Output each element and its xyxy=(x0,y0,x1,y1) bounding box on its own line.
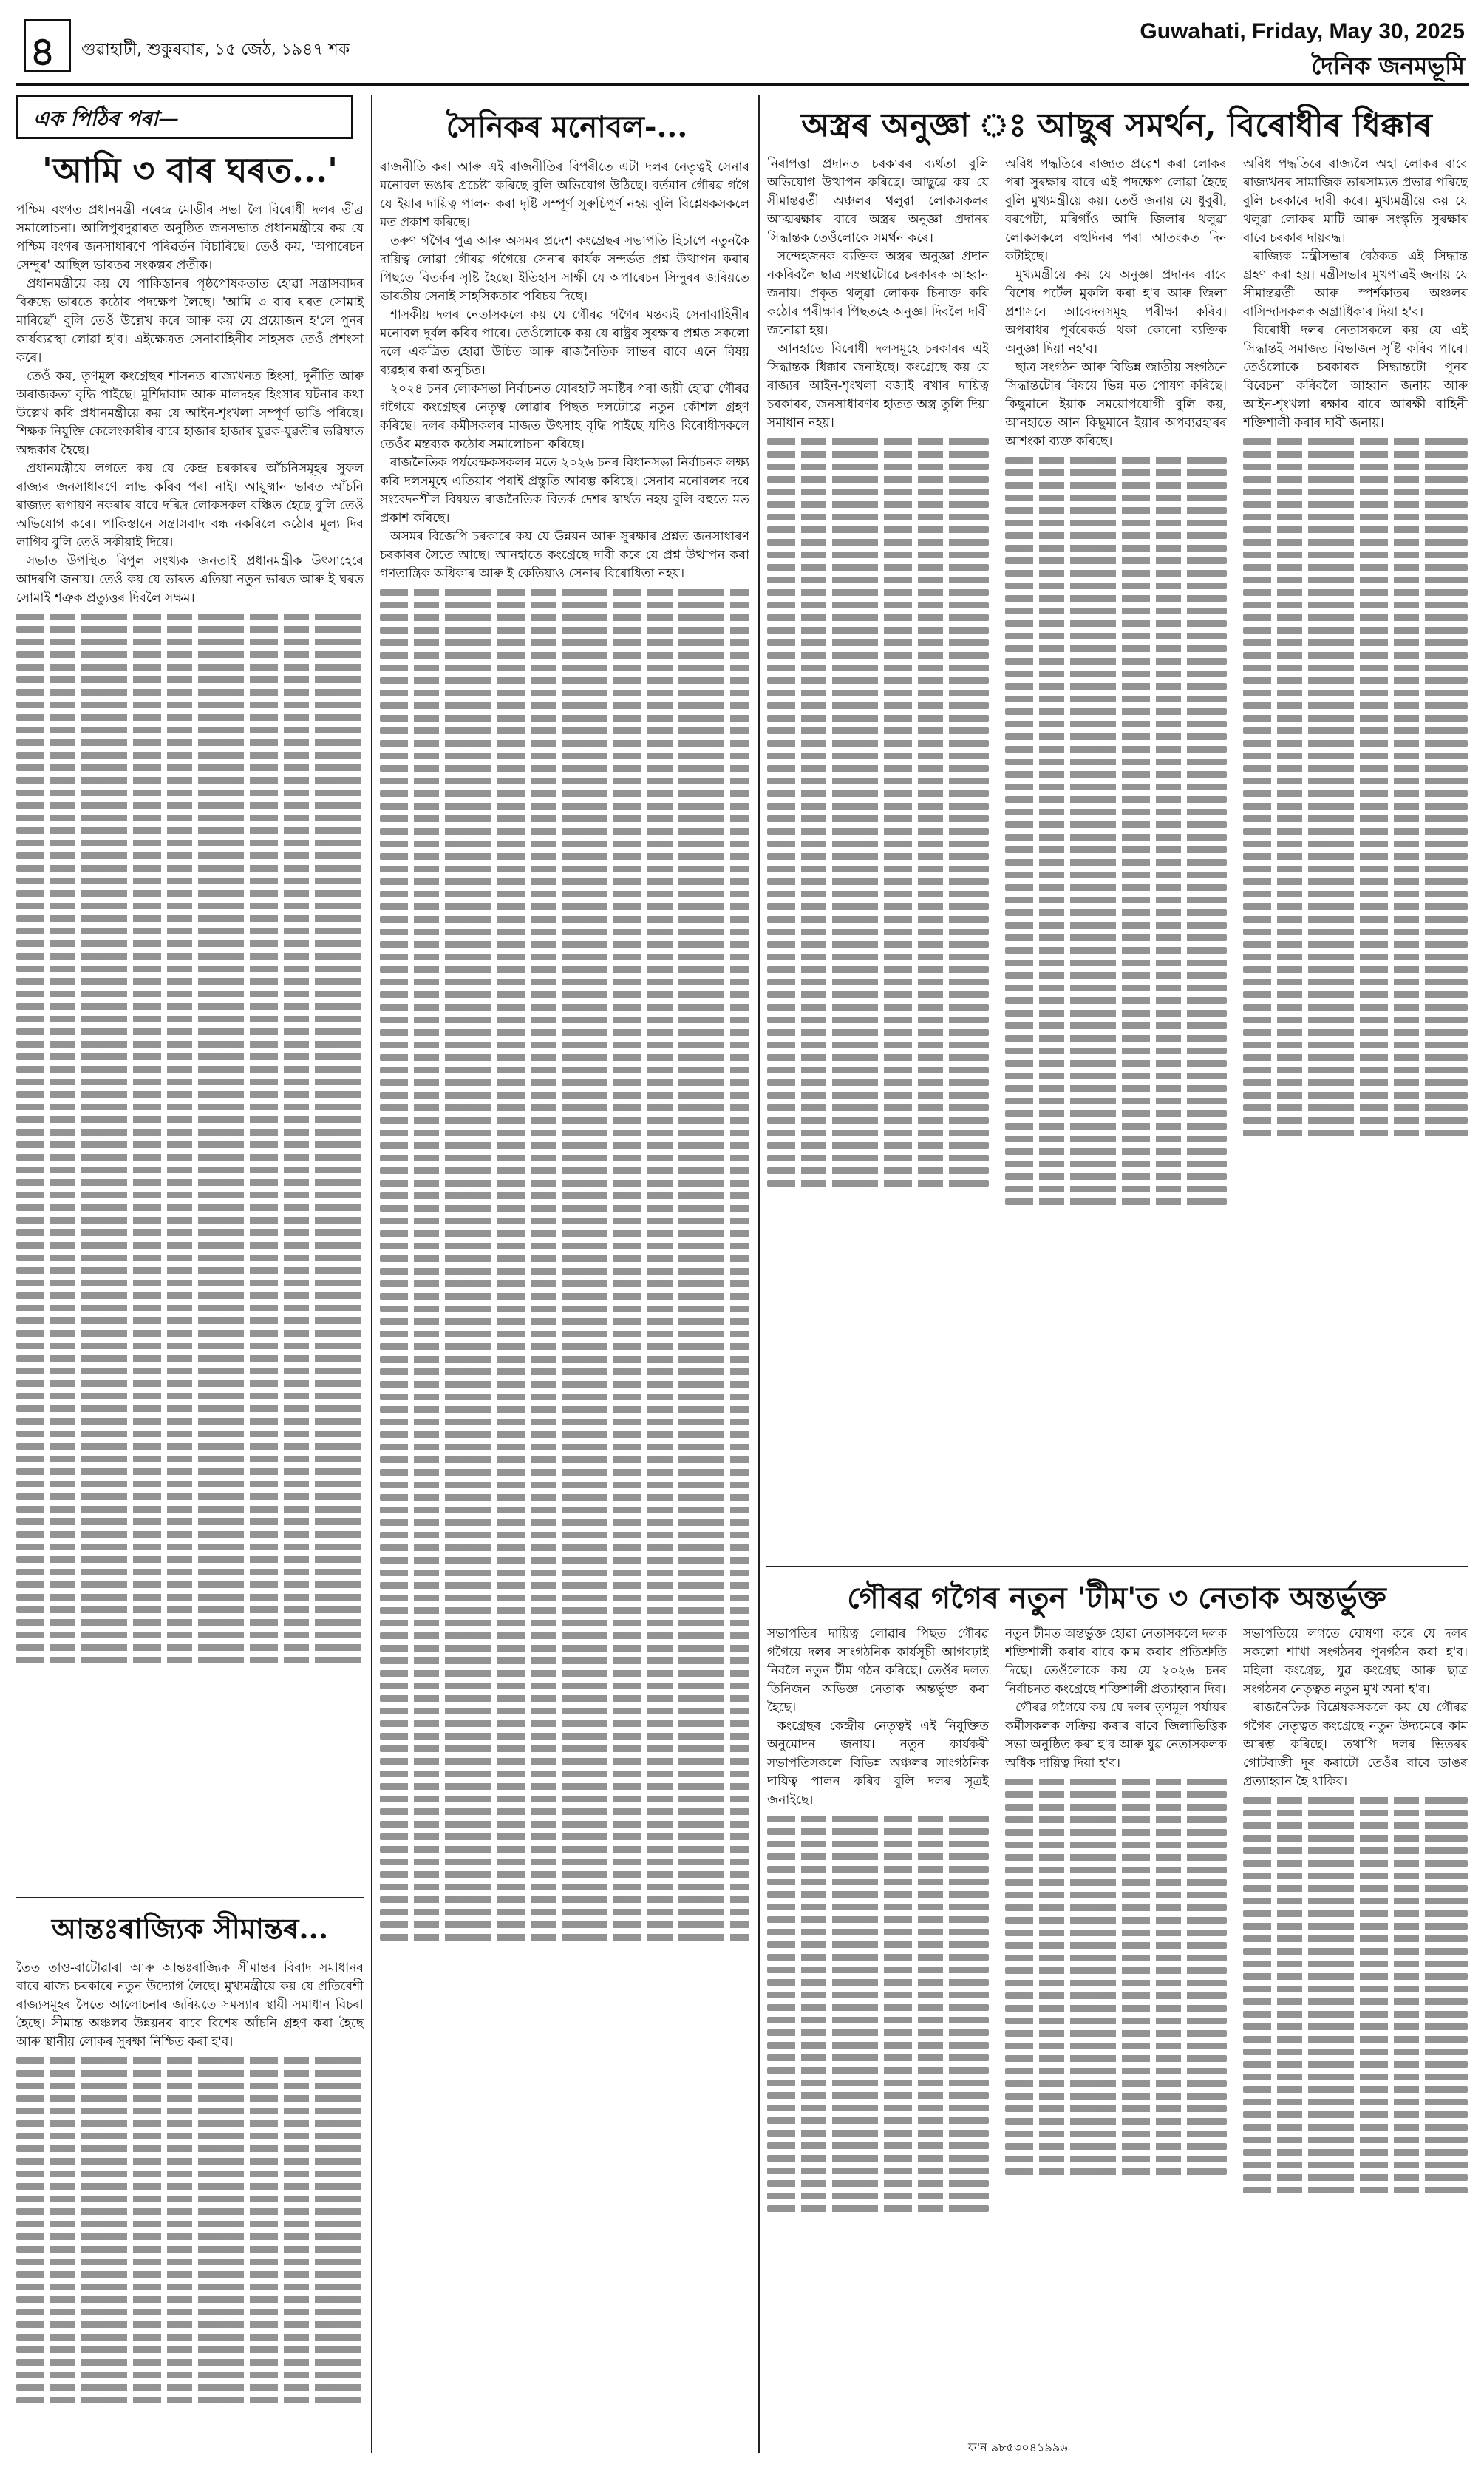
left-headline: 'আমি ৩ বাৰ ঘৰত...' xyxy=(41,150,338,190)
left-paragraph-5: সভাত উপস্থিত বিপুল সংখ্যক জনতাই প্ৰধানমন্ত্ৰীক উৎসাহেৰে আদৰণি জনায়। তেওঁ কয় যে ভাৰত এতিয়া নতুন ভাৰত আৰু ই ঘৰত সোমাই শত্ৰুক প্ৰত্যুত্তৰ দিবলৈ সক্ষম। xyxy=(16,554,364,605)
middle-paragraph-6: অসমৰ বিজেপি চৰকাৰে কয় যে উন্নয়ন আৰু সুৰক্ষাৰ প্ৰশ্নত জনসাধাৰণ চৰকাৰৰ সৈতে আছে। আনহাতে কংগ্ৰেছে দাবী কৰে যে প্ৰশ্ন উত্থাপন কৰা গণতান্ত্ৰিক অধিকাৰ আৰু ই কেতিয়াও সেনাৰ বিৰোধিতা নহয়। xyxy=(380,529,749,581)
middle-paragraph-5: ৰাজনৈতিক পৰ্যবেক্ষকসকলৰ মতে ২০২৬ চনৰ বিধানসভা নিৰ্বাচনক লক্ষ্য কৰি দলসমূহে এতিয়াৰ পৰাই প্ৰস্তুতি আৰম্ভ কৰিছে। সেনাৰ মনোবলৰ দৰে সংবেদনশীল বিষয়ত ৰাজনৈতিক বিতৰ্ক দেশৰ স্বাৰ্থত নহয় বুলি বহুতে মত প্ৰকাশ কৰিছে। xyxy=(380,455,749,526)
right-divider xyxy=(766,1566,1468,1567)
right-col-3 xyxy=(1243,155,1468,1545)
gaurav-headline: গৌৰৱ গগৈৰ নতুন 'টীম'ত ৩ নেতাক অন্তৰ্ভুক্ত xyxy=(847,1581,1386,1615)
right-c1-paragraph-2: সন্দেহজনক ব্যক্তিক অস্ত্ৰৰ অনুজ্ঞা প্ৰদান নকৰিবলৈ ছাত্ৰ সংস্থাটোৱে চৰকাৰক আহ্বান জনায়। প্ৰকৃত থলুৱা লোকক চিনাক্ত কৰি কঠোৰ পৰীক্ষাৰ পিছতহে অনুজ্ঞা দিবলৈ দাবী জনোৱা হয়। xyxy=(767,249,989,338)
column-rule-1 xyxy=(371,95,372,2453)
left-sub-paragraph: তৈত তাও-বাটোৱাৰা আৰু আন্তঃৰাজ্যিক সীমান্তৰ বিবাদ সমাধানৰ বাবে ৰাজ্য চৰকাৰে নতুন উদ্যোগ লৈছে। মুখ্যমন্ত্ৰীয়ে কয় যে প্ৰতিবেশী ৰাজ্যসমূহৰ সৈতে আলোচনাৰ জৰিয়তে সমস্যাৰ স্থায়ী সমাধান বিচৰা হৈছে। সীমান্ত অঞ্চলৰ উন্নয়নৰ বাবে বিশেষ আঁচনি গ্ৰহণ কৰা হৈছে আৰু স্থানীয় লোকৰ সুৰক্ষা নিশ্চিত কৰা হ'ব। xyxy=(16,1961,364,2049)
header-rule xyxy=(16,83,1469,86)
middle-headline: সৈনিকৰ মনোবল-... xyxy=(446,109,688,144)
newspaper-name: দৈনিক জনমভূমি xyxy=(1311,52,1465,80)
phone-number: ফ'ন ৯৮৫৩০৪১৯৯৬ xyxy=(968,2440,1068,2454)
section-tab xyxy=(16,95,353,139)
middle-paragraph-2: তৰুণ গগৈৰ পুত্ৰ আৰু অসমৰ প্ৰদেশ কংগ্ৰেছৰ সভাপতি হিচাপে নতুনকৈ দায়িত্ব লোৱা গৌৰৱ গগৈয়ে সেনাৰ কাৰ্যক সন্দৰ্ভত প্ৰশ্ন উত্থাপন কৰাৰ পিছতে বিতৰ্কৰ সৃষ্টি হৈছে। ইতিহাস সাক্ষী যে অপাৰেচন সিন্দুৰৰ জৰিয়তে ভাৰতীয় সেনাই সাহসিকতাৰ পৰিচয় দিছে। xyxy=(380,234,749,304)
page-header xyxy=(16,0,1469,86)
left-paragraph-1: পশ্চিম বংগত প্ৰধানমন্ত্ৰী নৰেন্দ্ৰ মোডীৰ সভা লৈ বিৰোধী দলৰ তীব্ৰ সমালোচনা। আলিপুৰদুৱাৰত অনুষ্ঠিত জনসভাত প্ৰধানমন্ত্ৰীয়ে কয় যে পশ্চিম বংগৰ জনসাধাৰণে পৰিৱৰ্তন বিচাৰিছে। তেওঁ কয়, 'অপাৰেচন সেন্দুৰ' আছিল ভাৰতৰ সংকল্পৰ প্ৰতীক। xyxy=(16,203,364,273)
left-sub-article-body xyxy=(16,1959,364,2447)
gaurav-col-2 xyxy=(1005,1625,1227,2431)
left-paragraph-4: প্ৰধানমন্ত্ৰীয়ে লগতে কয় যে কেন্দ্ৰ চৰকাৰৰ আঁচনিসমূহৰ সুফল ৰাজ্যৰ জনসাধাৰণে লাভ কৰিব পৰা নাই। আয়ুষ্মান ভাৰত আঁচনি ৰাজ্যত ৰূপায়ণ নকৰাৰ বাবে দৰিদ্ৰ লোকসকল বঞ্চিত হৈছে বুলি তেওঁ অভিযোগ কৰে। পাকিস্তানে সন্ত্ৰাসবাদ বন্ধ নকৰিলে কঠোৰ মূল্য দিব লাগিব বুলি তেওঁ সকীয়াই দিয়ে। xyxy=(16,461,364,550)
middle-paragraph-1: ৰাজনীতি কৰা আৰু এই ৰাজনীতিৰ বিপৰীতে এটা দলৰ নেতৃত্বই সেনাৰ মনোবল ভঙাৰ প্ৰচেষ্টা কৰিছে বুলি অভিযোগ উঠিছে। বৰ্তমান গৌৰৱ গগৈ যে ইয়াৰ দায়িত্ব পালন কৰা দৃষ্টি সম্পূৰ্ণ সুৰুচিপূৰ্ণ নহয় বুলি বিশ্লেষকসকলে মত প্ৰকাশ কৰিছে। xyxy=(380,160,749,230)
gaurav-col-1 xyxy=(767,1625,989,2431)
gaurav-c1-paragraph-1: সভাপতিৰ দায়িত্ব লোৱাৰ পিছত গৌৰৱ গগৈয়ে দলৰ সাংগঠনিক কাৰ্যসূচী আগবঢ়াই নিবলৈ নতুন টীম গঠন কৰিছে। তেওঁৰ দলত তিনিজন অভিজ্ঞ নেতাক অন্তৰ্ভুক্ত কৰা হৈছে। xyxy=(767,1626,989,1715)
middle-paragraph-4: ২০২৪ চনৰ লোকসভা নিৰ্বাচনত যোৰহাট সমষ্টিৰ পৰা জয়ী হোৱা গৌৰৱ গগৈয়ে কংগ্ৰেছৰ নেতৃত্ব লোৱাৰ পিছত দলটোৱে নতুন কৌশল গ্ৰহণ কৰিছে। দলৰ কৰ্মীসকলৰ মাজত উৎসাহ বৃদ্ধি পাইছে যদিও বিৰোধীসকলে তেওঁৰ মন্তব্যক কঠোৰ সমালোচনা কৰিছে। xyxy=(380,381,749,452)
gaurav-c1-paragraph-2: কংগ্ৰেছৰ কেন্দ্ৰীয় নেতৃত্বই এই নিযুক্তিত অনুমোদন জনায়। নতুন কাৰ্যকৰী সভাপতিসকলে বিভিন্ন অঞ্চলৰ সাংগঠনিক দায়িত্ব পালন কৰিব বুলি দলৰ সূত্ৰই জনাইছে। xyxy=(767,1719,989,1808)
right-c3-paragraph-1: অবিধ পদ্ধতিৰে ৰাজ্যলৈ অহা লোকৰ বাবে ৰাজ্যখনৰ সামাজিক ভাৰসাম্যত প্ৰভাৱ পৰিছে বুলি চৰকাৰে দাবী কৰে। মুখ্যমন্ত্ৰীয়ে কয় যে থলুৱা লোকৰ মাটি আৰু সংস্কৃতি সুৰক্ষাৰ বাবে চৰকাৰ দায়বদ্ধ। xyxy=(1243,157,1468,245)
left-sub-headline: আন্তঃৰাজ্যিক সীমান্তৰ... xyxy=(51,1912,329,1945)
right-c1-paragraph-3: আনহাতে বিৰোধী দলসমূহে চৰকাৰৰ এই সিদ্ধান্তক ধিক্কাৰ জনাইছে। কংগ্ৰেছে কয় যে ৰাজ্যৰ আইন-শৃংখলা বজাই ৰখাৰ দায়িত্ব চৰকাৰৰ, জনসাধাৰণৰ হাতত অস্ত্ৰ তুলি দিয়া সমাধান নহয়। xyxy=(767,342,989,430)
page-number: ৪ xyxy=(30,28,56,75)
right-c2-paragraph-3: ছাত্ৰ সংগঠন আৰু বিভিন্ন জাতীয় সংগঠনে সিদ্ধান্তটোৰ বিষয়ে ভিন্ন মত পোষণ কৰিছে। কিছুমানে ইয়াক সময়োপযোগী বুলি কয়, আনহাতে আন কিছুমানে ইয়াৰ অপব্যৱহাৰৰ আশংকা ব্যক্ত কৰিছে। xyxy=(1005,360,1227,449)
right-c3-paragraph-2: ৰাজ্যিক মন্ত্ৰীসভাৰ বৈঠকত এই সিদ্ধান্ত গ্ৰহণ কৰা হয়। মন্ত্ৰীসভাৰ মুখপাত্ৰই জনায় যে সীমান্তৱৰ্তী আৰু স্পৰ্শকাতৰ অঞ্চলৰ বাসিন্দাসকলক অগ্ৰাধিকাৰ দিয়া হ'ব। xyxy=(1243,249,1468,319)
dateline-english: Guwahati, Friday, May 30, 2025 xyxy=(1140,19,1465,44)
left-article-body xyxy=(16,201,364,1887)
right-col-1 xyxy=(767,155,989,1545)
gaurav-c3-paragraph-2: ৰাজনৈতিক বিশ্লেষকসকলে কয় যে গৌৰৱ গগৈৰ নেতৃত্বত কংগ্ৰেছে নতুন উদ্যমেৰে কাম আৰম্ভ কৰিছে। তথাপি দলৰ ভিতৰৰ গোটবাজী দূৰ কৰাটো তেওঁৰ বাবে ডাঙৰ প্ৰত্যাহ্বান হৈ থাকিব। xyxy=(1243,1700,1468,1789)
gaurav-col-3 xyxy=(1243,1625,1468,2431)
right-c2-paragraph-2: মুখ্যমন্ত্ৰীয়ে কয় যে অনুজ্ঞা প্ৰদানৰ বাবে বিশেষ পৰ্টেল মুকলি কৰা হ'ব আৰু জিলা প্ৰশাসনে আবেদনসমূহ পৰীক্ষা কৰিব। অপৰাধৰ পূৰ্বৰেকৰ্ড থকা কোনো ব্যক্তিক অনুজ্ঞা দিয়া নহ'ব। xyxy=(1005,268,1227,356)
middle-paragraph-3: শাসকীয় দলৰ নেতাসকলে কয় যে গৌৰৱ গগৈৰ মন্তব্যই সেনাবাহিনীৰ মনোবল দুৰ্বল কৰিব পাৰে। তেওঁলোকে কয় যে ৰাষ্ট্ৰৰ সুৰক্ষাৰ প্ৰশ্নত সকলো দলে একত্ৰিত হোৱা উচিত আৰু ৰাজনৈতিক লাভৰ বাবে এনে বিষয় ব্যৱহাৰ কৰা অনুচিত। xyxy=(380,308,749,378)
gaurav-c3-paragraph-1: সভাপতিয়ে লগতে ঘোষণা কৰে যে দলৰ সকলো শাখা সংগঠনৰ পুনৰ্গঠন কৰা হ'ব। মহিলা কংগ্ৰেছ, যুৱ কংগ্ৰেছ আৰু ছাত্ৰ সংগঠনৰ নেতৃত্বত নতুন মুখ অনা হ'ব। xyxy=(1243,1626,1468,1697)
middle-article-body xyxy=(380,158,749,2428)
right-c1-paragraph-1: নিৰাপত্তা প্ৰদানত চৰকাৰৰ ব্যৰ্থতা বুলি অভিযোগ উত্থাপন কৰিছে। আছুৱে কয় যে সীমান্তৱৰ্তী অঞ্চলৰ থলুৱা লোকসকলৰ আত্মৰক্ষাৰ বাবে অস্ত্ৰৰ অনুজ্ঞা প্ৰদানৰ সিদ্ধান্তক তেওঁলোকে সমৰ্থন কৰে। xyxy=(767,157,989,245)
column-rule-2 xyxy=(758,95,760,2453)
left-paragraph-3: তেওঁ কয়, তৃণমূল কংগ্ৰেছৰ শাসনত ৰাজ্যখনত হিংসা, দুৰ্নীতি আৰু অৰাজকতা বৃদ্ধি পাইছে। মুৰ্শিদাবাদ আৰু মালদহৰ হিংসাৰ ঘটনাৰ কথা উল্লেখ কৰি প্ৰধানমন্ত্ৰীয়ে কয় যে আইন-শৃংখলা সম্পূৰ্ণ ভাঙি পৰিছে। শিক্ষক নিযুক্তি কেলেংকাৰীৰ বাবে হাজাৰ হাজাৰ যুৱক-যুৱতীৰ ভৱিষ্যত অন্ধকাৰ হৈছে। xyxy=(16,369,364,458)
section-label: এক পিঠিৰ পৰা— xyxy=(33,106,180,131)
left-paragraph-2: প্ৰধানমন্ত্ৰীয়ে কয় যে পাকিস্তানৰ পৃষ্ঠপোষকতাত হোৱা সন্ত্ৰাসবাদৰ বিৰুদ্ধে ভাৰতে কঠোৰ পদক্ষেপ লৈছে। 'আমি ৩ বাৰ ঘৰত সোমাই মাৰিছোঁ' বুলি তেওঁ উল্লেখ কৰে আৰু কয় যে প্ৰয়োজন হ'লে পুনৰ কাৰ্যব্যৱস্থা লোৱা হ'ব। এইক্ষেত্ৰত সেনাবাহিনীৰ সাহসক তেওঁ প্ৰশংসা কৰে। xyxy=(16,276,364,365)
dateline-assamese: গুৱাহাটী, শুকুৰবাৰ, ১৫ জেঠ, ১৯৪৭ শক xyxy=(81,41,350,59)
right-c2-paragraph-1: অবিধ পদ্ধতিৰে ৰাজ্যত প্ৰৱেশ কৰা লোকৰ পৰা সুৰক্ষাৰ বাবে এই পদক্ষেপ লোৱা হৈছে বুলি মুখ্যমন্ত্ৰীয়ে কয়। তেওঁ জনায় যে ধুবুৰী, বৰপেটা, মৰিগাঁও আদি জিলাৰ থলুৱা লোকসকলে বহুদিনৰ পৰা আতংকত দিন কটাইছে। xyxy=(1005,157,1227,264)
gaurav-c2-paragraph-2: গৌৰৱ গগৈয়ে কয় যে দলৰ তৃণমূল পৰ্যায়ৰ কৰ্মীসকলক সক্ৰিয় কৰাৰ বাবে জিলাভিত্তিক সভা অনুষ্ঠিত কৰা হ'ব আৰু যুৱ নেতাসকলক অধিক দায়িত্ব দিয়া হ'ব। xyxy=(1005,1700,1227,1771)
gaurav-c2-paragraph-1: নতুন টীমত অন্তৰ্ভুক্ত হোৱা নেতাসকলে দলক শক্তিশালী কৰাৰ বাবে কাম কৰাৰ প্ৰতিশ্ৰুতি দিছে। তেওঁলোকে কয় যে ২০২৬ চনৰ নিৰ্বাচনত কংগ্ৰেছে শক্তিশালী প্ৰত্যাহ্বান দিব। xyxy=(1005,1626,1227,1697)
right-headline: অস্ত্ৰৰ অনুজ্ঞা ঃ আছুৰ সমৰ্থন, বিৰোধীৰ ধিক্কাৰ xyxy=(801,106,1432,144)
right-col-2 xyxy=(1005,155,1227,1545)
right-c3-paragraph-3: বিৰোধী দলৰ নেতাসকলে কয় যে এই সিদ্ধান্তই সমাজত বিভাজন সৃষ্টি কৰিব পাৰে। তেওঁলোকে চৰকাৰক সিদ্ধান্তটো পুনৰ বিবেচনা কৰিবলৈ আহ্বান জনায় আৰু আইন-শৃংখলা ৰক্ষাৰ বাবে আৰক্ষী বাহিনী শক্তিশালী কৰাৰ দাবী জনায়। xyxy=(1243,323,1468,430)
left-divider xyxy=(16,1897,364,1898)
